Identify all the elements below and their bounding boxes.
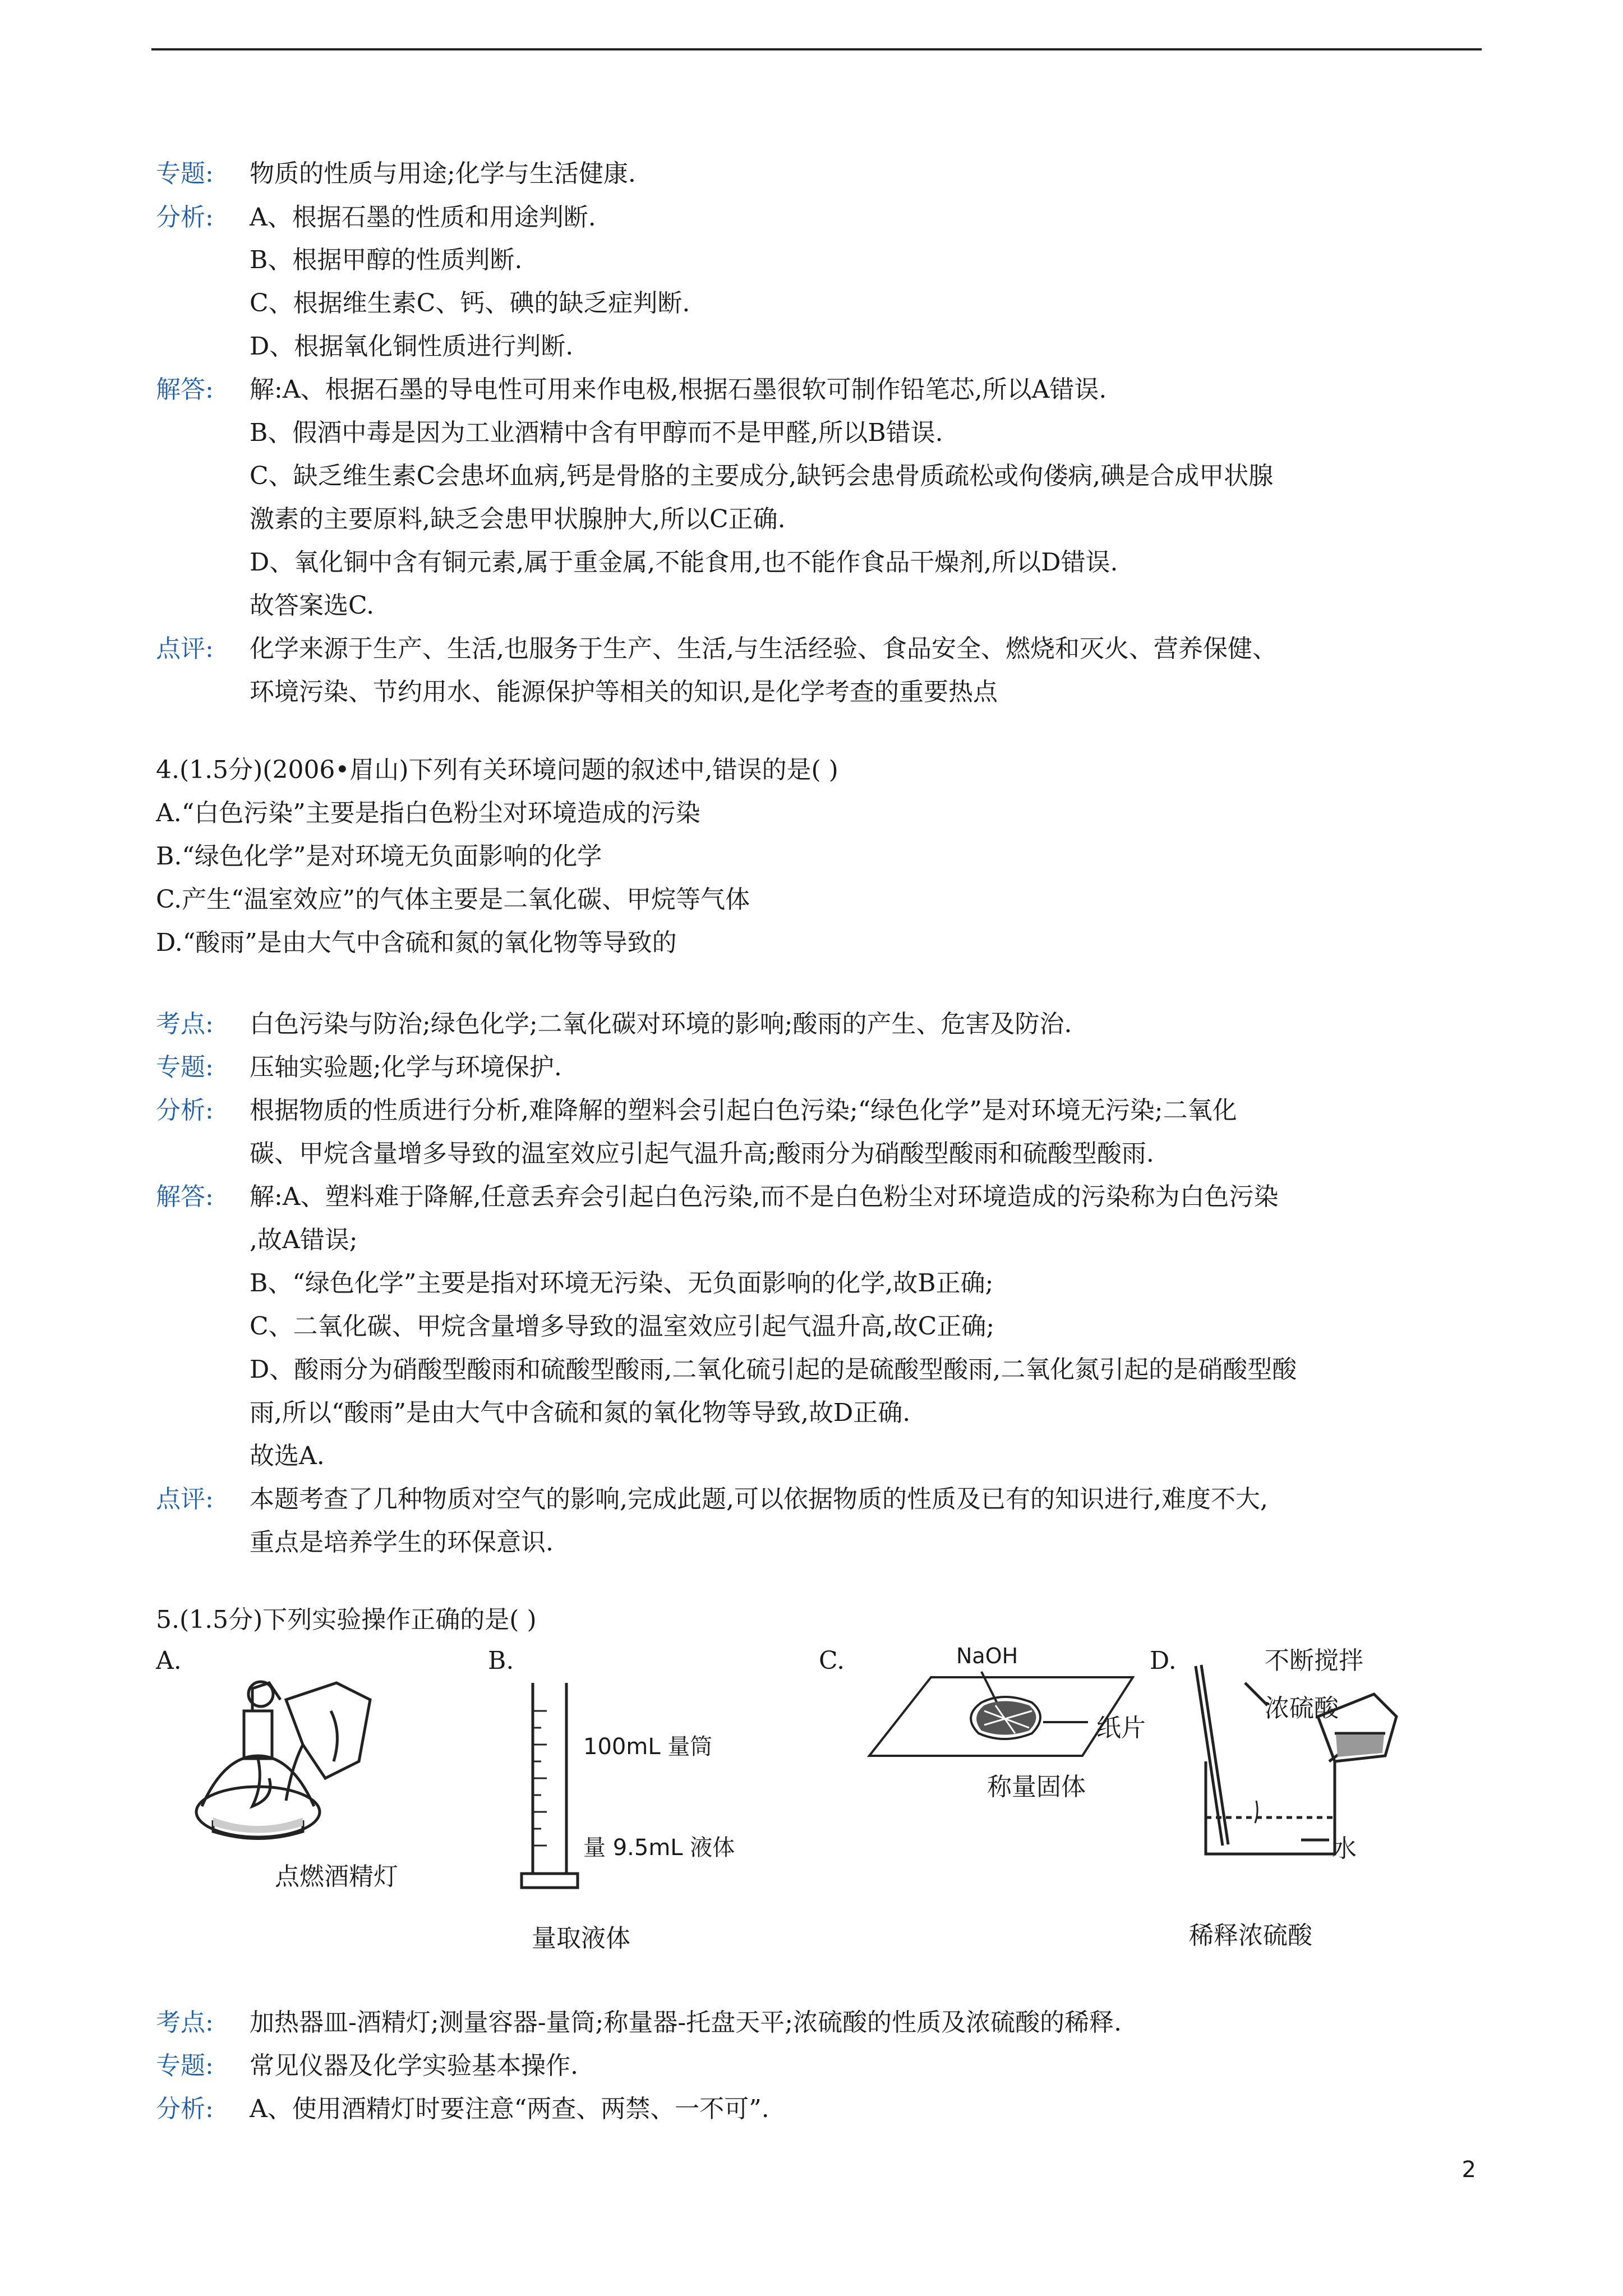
fig-d-label-acid: 浓硫酸 <box>1265 1694 1339 1723</box>
fig-b-letter: B. <box>488 1646 514 1675</box>
kaodian-label: 考点: <box>156 1010 214 1038</box>
dianping-line: 本题考查了几种物质对空气的影响,完成此题,可以依据物质的性质及已有的知识进行,难度不大, <box>250 1485 1268 1513</box>
jieda-line: 故答案选C. <box>250 591 375 620</box>
fenxi-line: 根据物质的性质进行分析,难降解的塑料会引起白色污染;“绿色化学”是对环境无污染;二氧化 <box>250 1096 1237 1125</box>
zhuanti-label: 专题: <box>156 159 214 188</box>
fenxi-line: D、根据氧化铜性质进行判断. <box>250 332 574 361</box>
fig-c-label-paper: 纸片 <box>1096 1714 1146 1742</box>
jieda-line: 解:A、塑料难于降解,任意丢弃会引起白色污染,而不是白色粉尘对环境造成的污染称为白色污染 <box>250 1182 1279 1211</box>
q5-stem: 5.(1.5分)下列实验操作正确的是( ) <box>156 1605 537 1634</box>
fenxi-line: A、根据石墨的性质和用途判断. <box>250 203 596 232</box>
fenxi-line: B、根据甲醇的性质判断. <box>250 246 523 274</box>
dianping-line: 环境污染、节约用水、能源保护等相关的知识,是化学考查的重要热点 <box>250 678 998 706</box>
fenxi-label: 分析: <box>156 2095 214 2123</box>
fig-a-caption: 点燃酒精灯 <box>275 1862 398 1891</box>
jieda-line: 激素的主要原料,缺乏会患甲状腺肿大,所以C正确. <box>250 505 786 533</box>
jieda-label: 解答: <box>156 375 214 404</box>
fenxi-label: 分析: <box>156 203 214 232</box>
q4-stem: 4.(1.5分)(2006•眉山)下列有关环境问题的叙述中,错误的是( ) <box>156 756 838 784</box>
jieda-label: 解答: <box>156 1182 214 1211</box>
jieda-line: 故选A. <box>250 1442 325 1470</box>
zhuanti-label: 专题: <box>156 1053 214 1082</box>
zhuanti-label: 专题: <box>156 2051 214 2080</box>
jieda-line: ,故A错误; <box>250 1226 358 1254</box>
fig-d-caption: 稀释浓硫酸 <box>1189 1921 1312 1950</box>
fig-b-label-top: 100mL 量筒 <box>583 1734 713 1760</box>
dianping-label: 点评: <box>156 634 214 663</box>
fig-d-letter: D. <box>1150 1646 1177 1675</box>
fig-d-label-water: 水 <box>1332 1834 1357 1863</box>
jieda-line: C、缺乏维生素C会患坏血病,钙是骨胳的主要成分,缺钙会患骨质疏松或佝偻病,碘是合成甲状腺 <box>250 462 1274 490</box>
dianping-label: 点评: <box>156 1485 214 1513</box>
fig-a-letter: A. <box>156 1646 182 1675</box>
page-number: 2 <box>1461 2157 1476 2183</box>
zhuanti-text: 压轴实验题;化学与环境保护. <box>250 1053 562 1082</box>
fig-c-letter: C. <box>819 1646 845 1675</box>
fig-d-label-stir: 不断搅拌 <box>1265 1646 1363 1675</box>
fenxi-line: 碳、甲烷含量增多导致的温室效应引起气温升高;酸雨分为硝酸型酸雨和硫酸型酸雨. <box>250 1139 1154 1168</box>
fig-c-caption: 称量固体 <box>987 1773 1086 1801</box>
fenxi-label: 分析: <box>156 1096 214 1125</box>
fig-b-label-bottom: 量 9.5mL 液体 <box>583 1835 735 1861</box>
q4-option-a: A.“白色污染”主要是指白色粉尘对环境造成的污染 <box>156 799 700 827</box>
header-rule <box>151 48 1482 50</box>
fenxi-text: A、使用酒精灯时要注意“两查、两禁、一不可”. <box>250 2095 769 2123</box>
jieda-line: D、氧化铜中含有铜元素,属于重金属,不能食用,也不能作食品干燥剂,所以D错误. <box>250 548 1118 577</box>
kaodian-text: 白色污染与防治;绿色化学;二氧化碳对环境的影响;酸雨的产生、危害及防治. <box>250 1010 1072 1038</box>
zhuanti-text: 物质的性质与用途;化学与生活健康. <box>250 159 636 188</box>
dilution-figure <box>1189 1660 1413 1874</box>
q4-option-c: C.产生“温室效应”的气体主要是二氧化碳、甲烷等气体 <box>156 885 750 914</box>
fig-b-caption: 量取液体 <box>532 1924 630 1953</box>
dianping-line: 重点是培养学生的环保意识. <box>250 1528 554 1557</box>
kaodian-label: 考点: <box>156 2008 214 2037</box>
q4-option-d: D.“酸雨”是由大气中含硫和氮的氧化物等导致的 <box>156 928 677 957</box>
jieda-line: 雨,所以“酸雨”是由大气中含硫和氮的氧化物等导致,故D正确. <box>250 1398 911 1427</box>
zhuanti-text: 常见仪器及化学实验基本操作. <box>250 2051 578 2080</box>
q4-option-b: B.“绿色化学”是对环境无负面影响的化学 <box>156 842 602 871</box>
jieda-line: C、二氧化碳、甲烷含量增多导致的温室效应引起气温升高,故C正确; <box>250 1312 995 1341</box>
jieda-line: D、酸雨分为硝酸型酸雨和硫酸型酸雨,二氧化硫引起的是硫酸型酸雨,二氧化氮引起的是硝酸型酸 <box>250 1355 1297 1384</box>
jieda-line: 解:A、根据石墨的导电性可用来作电极,根据石墨很软可制作铅笔芯,所以A错误. <box>250 375 1107 404</box>
jieda-line: B、假酒中毒是因为工业酒精中含有甲醇而不是甲醛,所以B错误. <box>250 418 943 447</box>
alcohol-lamp-figure <box>191 1677 404 1846</box>
fig-c-label-naoh: NaOH <box>956 1644 1018 1668</box>
fenxi-line: C、根据维生素C、钙、碘的缺乏症判断. <box>250 289 690 318</box>
dianping-line: 化学来源于生产、生活,也服务于生产、生活,与生活经验、食品安全、燃烧和灭火、营养保健、 <box>250 634 1277 663</box>
jieda-line: B、“绿色化学”主要是指对环境无污染、无负面影响的化学,故B正确; <box>250 1269 994 1297</box>
graduated-cylinder-figure <box>516 1677 583 1896</box>
kaodian-text: 加热器皿-酒精灯;测量容器-量筒;称量器-托盘天平;浓硫酸的性质及浓硫酸的稀释. <box>250 2008 1122 2037</box>
